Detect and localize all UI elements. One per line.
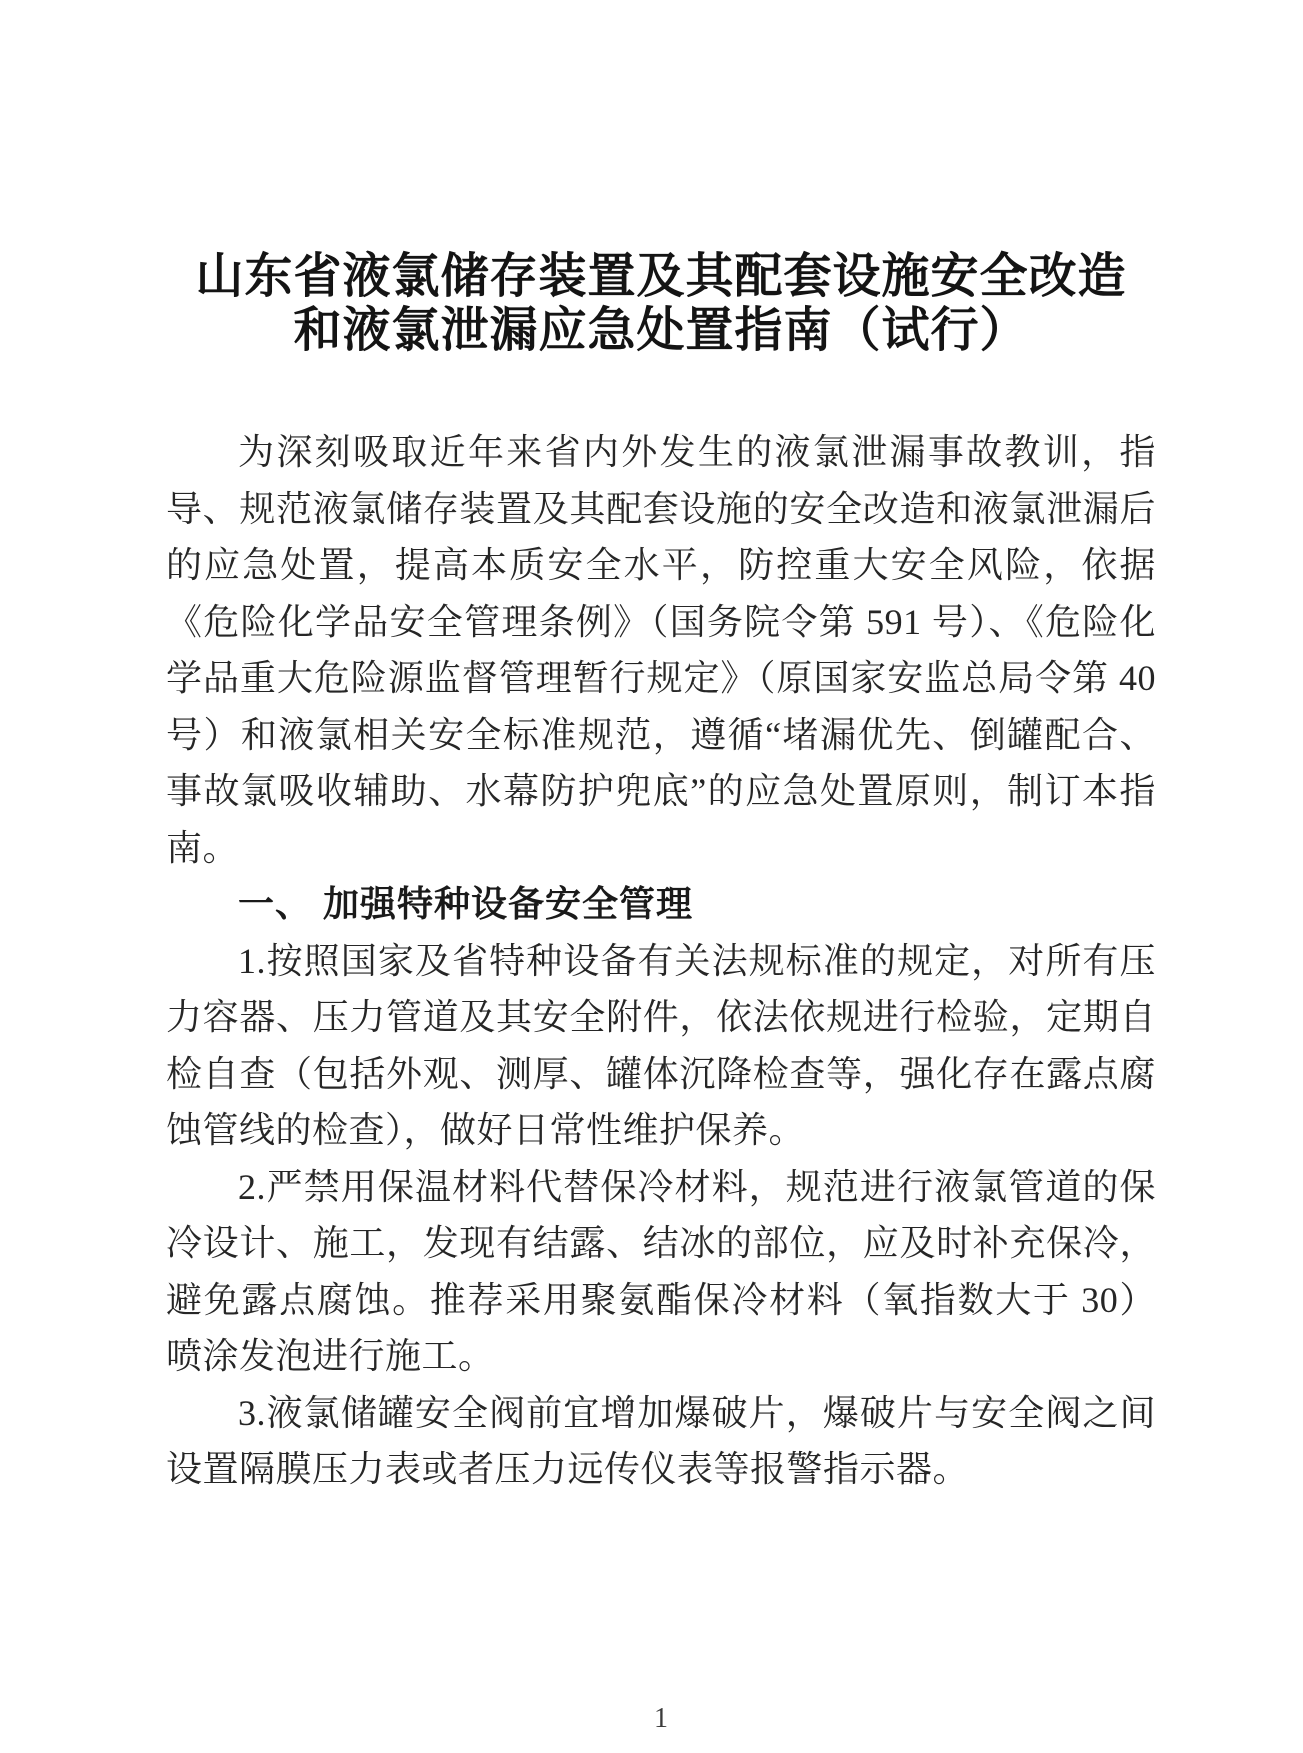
document-title-line-2: 和液氯泄漏应急处置指南（试行）: [293, 304, 1029, 357]
document-title: [166, 250, 1156, 358]
section-1-item-2: 2.严禁用保温材料代替保冷材料，规范进行液氯管道的保冷设计、施工，发现有结露、结冰的部位，应及时补充保冷，避免露点腐蚀。推荐采用聚氨酯保冷材料（氧指数大于 30）喷涂发泡进行施工。: [166, 1166, 1156, 1376]
document-title-line-1: 山东省液氯储存装置及其配套设施安全改造: [195, 250, 1127, 303]
intro-paragraph: 为深刻吸取近年来省内外发生的液氯泄漏事故教训，指导、规范液氯储存装置及其配套设施的安全改造和液氯泄漏后的应急处置，提高本质安全水平，防控重大安全风险，依据《危险化学品安全管理条例》（国务院令第 591 号）、《危险化学品重大危险源监督管理暂行规定》（原国家安监总局令第 40 号）和液氯相关安全标准规范，遵循“堵漏优先、倒罐配合、事故氯吸收辅助、水幕防护兜底”的应急处置原则，制订本指南。: [166, 432, 1156, 868]
document-body: [166, 424, 1156, 1498]
section-1-item-1: 1.按照国家及省特种设备有关法规标准的规定，对所有压力容器、压力管道及其安全附件，依法依规进行检验，定期自检自查（包括外观、测厚、罐体沉降检查等，强化存在露点腐蚀管线的检查），做好日常性维护保养。: [166, 940, 1156, 1150]
section-1-item-3: 3.液氯储罐安全阀前宜增加爆破片，爆破片与安全阀之间设置隔膜压力表或者压力远传仪表等报警指示器。: [166, 1392, 1156, 1489]
page-number: 1: [654, 1703, 668, 1734]
section-1-heading: 一、 加强特种设备安全管理: [238, 883, 694, 924]
